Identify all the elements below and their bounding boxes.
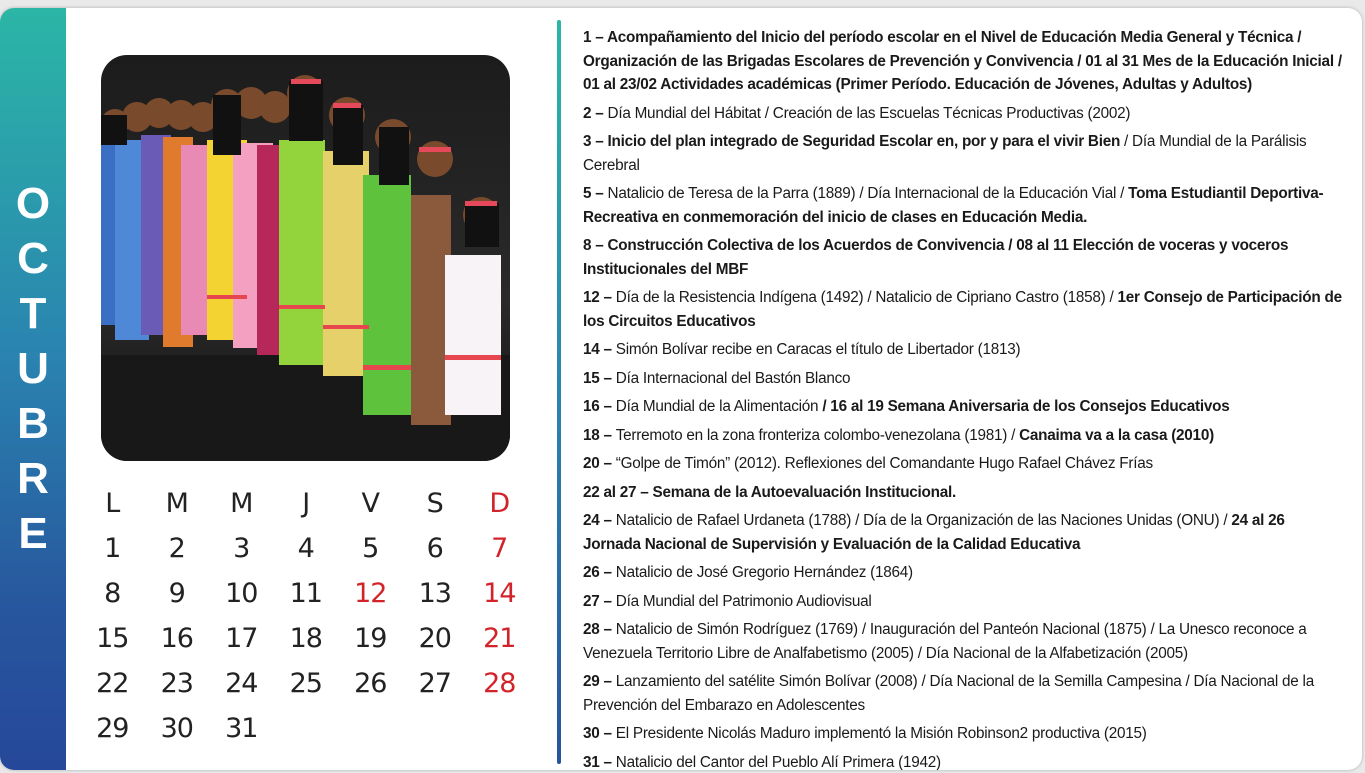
event-text: Simón Bolívar recibe en Caracas el título de Libertador (1813) [615,341,1021,358]
event-text: Natalicio de Simón Rodríguez (1769) / Inauguración del Panteón Nacional (1875) / La Unesco reconoce a Venezuela Territorio Libre de Analfabetismo (2005) / Día Nacional de la Alfabetización (2005) [583,621,1307,662]
events-list [583,26,1345,770]
event-text-bold: 24 al 26 Jornada Nacional de Supervisión y Evaluación de la Calidad Educativa [583,512,1285,553]
month-calendar-grid [80,481,532,751]
event-date: 15 – [583,369,616,387]
day-cell: 23 [160,668,193,699]
event-text-bold: 8 – Construcción Colectiva de los Acuerdos de Convivencia / 08 al 11 Elección de voceras y voceros Institucionales del MBF [583,237,1289,278]
event-date: 2 – [583,104,608,122]
day-cell: 5 [362,533,379,564]
day-cell: 17 [225,623,258,654]
event-item [583,182,1345,229]
day-cell: 9 [168,578,185,609]
day-cell: 8 [104,578,121,609]
event-text: Natalicio del Cantor del Pueblo Alí Primera (1942) [615,753,941,770]
event-item [583,102,1345,126]
day-cell: 1 [104,533,121,564]
photo-illustration [101,55,510,461]
event-text-bold: Canaima va a la casa (2010) [1019,426,1214,444]
weekday-header: M [165,488,188,519]
event-text: Día de la Resistencia Indígena (1492) / Natalicio de Cipriano Castro (1858) / [615,289,1118,306]
day-cell: 22 [96,668,129,699]
event-text: Natalicio de José Gregorio Hernández (1864) [615,564,913,581]
event-date: 30 – [583,725,616,742]
month-band [0,8,66,770]
photo-children-traditional-dress [101,55,510,461]
day-cell-holiday: 28 [483,668,516,699]
day-cell: 4 [297,533,314,564]
weekday-header: S [426,488,443,519]
event-text: Natalicio de Rafael Urdaneta (1788) / Día de la Organización de las Naciones Unidas (ONU) / [615,512,1232,529]
event-text-bold: 22 al 27 – Semana de la Autoevaluación Institucional. [583,483,956,501]
month-letter: B [17,399,49,448]
day-cell: 19 [354,623,387,654]
event-date: 24 – [583,512,616,529]
event-date: 31 – [583,753,616,770]
event-date: 29 – [583,673,616,690]
event-text-bold: 3 – Inicio del plan integrado de Seguridad Escolar en, por y para el vivir Bien [583,133,1121,150]
column-divider [557,20,561,764]
event-date: 14 – [583,341,616,358]
event-text: / Día Mundial de la Parálisis Cerebral [583,133,1307,174]
day-cell-holiday: 21 [483,623,516,654]
event-date: 5 – [583,185,608,202]
event-item [583,481,1345,505]
event-date: 20 – [583,455,616,472]
week-row [80,526,532,571]
event-date: 18 – [583,426,616,444]
event-item [583,561,1345,585]
calendar-page [0,8,1362,770]
day-cell: 27 [418,668,451,699]
event-item [583,338,1345,362]
event-item [583,130,1345,177]
day-cell: 11 [289,578,322,609]
month-letter: O [15,179,51,228]
day-cell-holiday: 7 [491,533,508,564]
day-cell: 26 [354,668,387,699]
day-cell: 3 [233,533,250,564]
day-cell-holiday: 12 [354,578,387,609]
event-text: Día Mundial del Patrimonio Audiovisual [615,592,872,610]
day-cell: 30 [160,713,193,744]
month-letter: E [18,509,48,558]
month-letter: R [17,454,49,503]
day-cell: 24 [225,668,258,699]
month-name [0,176,66,561]
event-item [583,424,1345,448]
day-cell: 25 [289,668,322,699]
weekday-header: V [361,488,379,519]
event-item [583,722,1345,746]
event-date: 28 – [583,621,616,638]
event-item [583,670,1345,717]
event-text: Día Mundial de la Alimentación [615,398,823,415]
event-text-bold: Toma Estudiantil Deportiva-Recreativa en conmemoración del inicio de clases en Educación Media. [583,185,1324,226]
event-item [583,26,1345,97]
event-text: Día Internacional del Bastón Blanco [615,369,851,387]
day-cell: 16 [160,623,193,654]
week-row [80,616,532,661]
event-item [583,395,1345,419]
event-item [583,509,1345,556]
event-item [583,751,1345,771]
event-date: 12 – [583,289,616,306]
month-letter: T [19,289,47,338]
event-date: 16 – [583,398,616,415]
event-date: 26 – [583,564,616,581]
event-item [583,618,1345,665]
event-text: Natalicio de Teresa de la Parra (1889) / Día Internacional de la Educación Vial / [607,185,1129,202]
weekday-header: M [230,488,253,519]
event-text: El Presidente Nicolás Maduro implementó la Misión Robinson2 productiva (2015) [615,725,1147,742]
day-cell: 15 [96,623,129,654]
event-item [583,452,1345,476]
day-cell: 6 [426,533,443,564]
day-cell: 18 [289,623,322,654]
day-cell: 20 [418,623,451,654]
event-item [583,590,1345,614]
month-letter: U [17,344,49,393]
day-cell: 2 [168,533,185,564]
week-row [80,571,532,616]
event-text: 1 – Acompañamiento del Inicio del período escolar en el Nivel de Educación Media General y Técnica / Organización de las Brigadas Escolares de Prevención y Convivencia / 01 al 31 Mes de la Educación Inicial / 01 al 23/02 Actividades académicas (Primer Período. Educación de Jóvenes, Adultas y Adultos) [583,29,1342,93]
event-text: Día Mundial del Hábitat / Creación de las Escuelas Técnicas Productivas (2002) [607,104,1131,122]
event-text: “Golpe de Timón” (2012). Reflexiones del Comandante Hugo Rafael Chávez Frías [615,455,1153,472]
month-letter: C [17,234,49,283]
day-cell: 13 [418,578,451,609]
weekday-header-row [80,481,532,526]
day-cell: 10 [225,578,258,609]
day-cell: 31 [225,713,258,744]
event-text: Terremoto en la zona fronteriza colombo-venezolana (1981) / [615,426,1020,444]
weekday-header: L [105,488,120,519]
weekday-header: J [302,488,310,519]
event-item [583,367,1345,391]
event-item [583,234,1345,281]
day-cell: 29 [96,713,129,744]
event-item [583,286,1345,333]
event-text-bold: / 16 al 19 Semana Aniversaria de los Consejos Educativos [822,398,1230,415]
day-cell-holiday: 14 [483,578,516,609]
week-row [80,661,532,706]
event-text: Lanzamiento del satélite Simón Bolívar (2008) / Día Nacional de la Semilla Campesina / Día Nacional de la Prevención del Embarazo en Adolescentes [583,673,1314,714]
week-row [80,706,532,751]
event-text-bold: 1er Consejo de Participación de los Circuitos Educativos [583,289,1342,330]
event-date: 27 – [583,592,616,610]
weekday-header-sunday: D [489,488,510,519]
